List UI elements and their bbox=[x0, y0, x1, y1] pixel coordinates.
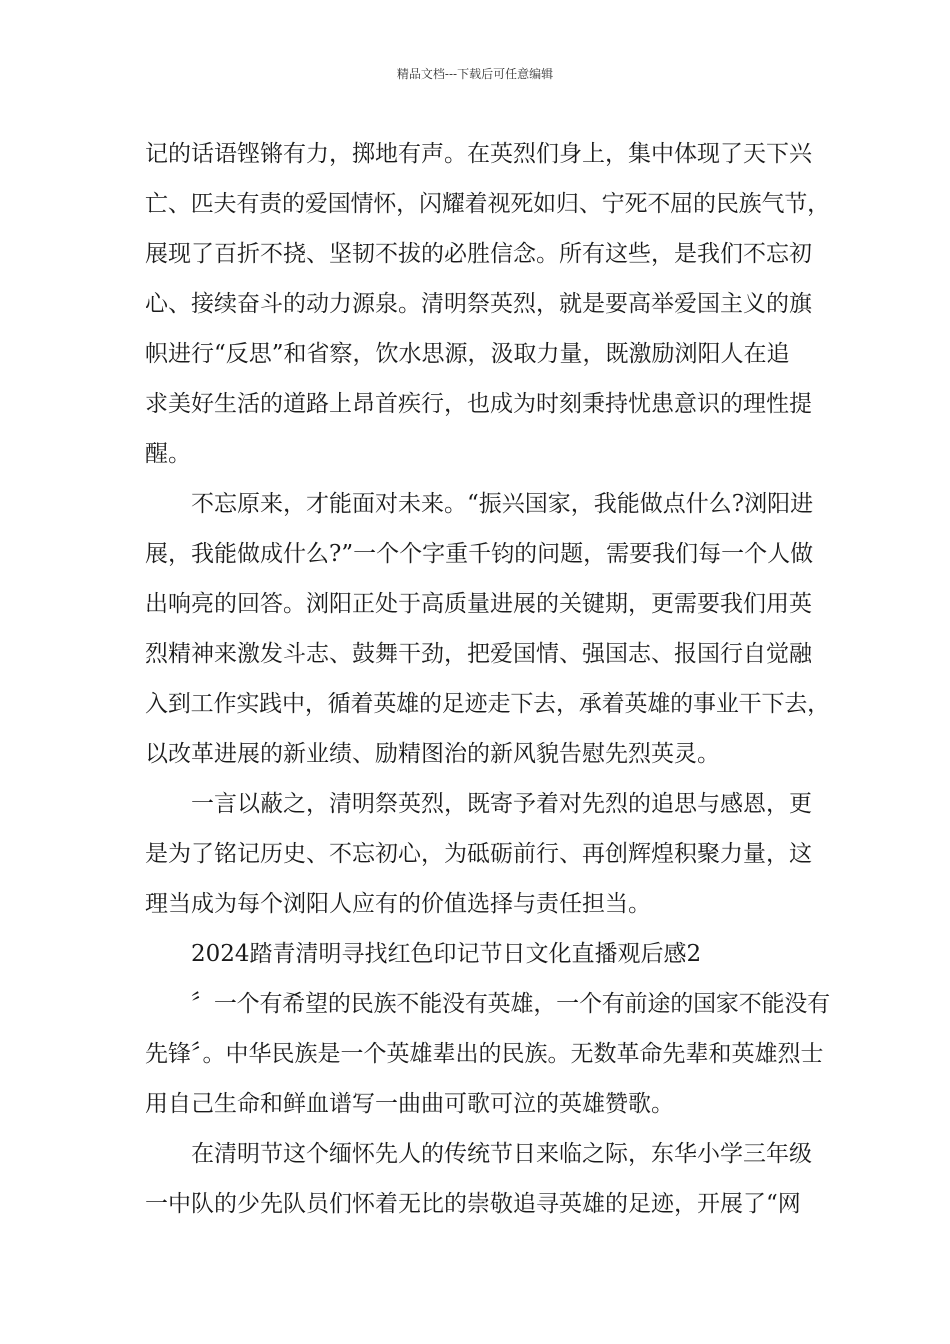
text-line: 一言以蔽之，清明祭英烈，既寄予着对先烈的追思与感恩，更 bbox=[191, 791, 812, 817]
text-line: 是为了铭记历史、不忘初心，为砥砺前行、再创辉煌积聚力量，这 bbox=[145, 841, 812, 867]
text-line: 记的话语铿锵有力，掷地有声。在英烈们身上，集中体现了天下兴 bbox=[145, 141, 812, 167]
paragraph bbox=[145, 479, 830, 779]
text-line: 理当成为每个浏阳人应有的价值选择与责任担当。 bbox=[145, 891, 651, 917]
text-line: 帜进行“反思”和省察，饮水思源，汲取力量，既激励浏阳人在追 bbox=[145, 341, 790, 367]
text-line: 一中队的少先队员们怀着无比的崇敬追寻英雄的足迹，开展了“网 bbox=[145, 1191, 801, 1217]
text-line: 先锋〞。中华民族是一个英雄辈出的民族。无数革命先辈和英雄烈士 bbox=[145, 1041, 824, 1067]
text-line: 2024踏青清明寻找红色印记节日文化直播观后感2 bbox=[191, 941, 702, 967]
text-line: 出响亮的回答。浏阳正处于高质量进展的关键期，更需要我们用英 bbox=[145, 591, 812, 617]
paragraph bbox=[145, 129, 830, 479]
paragraph bbox=[145, 929, 830, 979]
text-line: 在清明节这个缅怀先人的传统节日来临之际，东华小学三年级 bbox=[191, 1141, 812, 1167]
text-line: 展，我能做成什么?”一个个字重千钧的问题，需要我们每一个人做 bbox=[145, 541, 814, 567]
document-body bbox=[145, 129, 830, 1229]
paragraph bbox=[145, 779, 830, 929]
text-line: 〞一个有希望的民族不能没有英雄，一个有前途的国家不能没有 bbox=[191, 991, 831, 1017]
paragraph bbox=[145, 979, 830, 1129]
text-line: 心、接续奋斗的动力源泉。清明祭英烈，就是要高举爱国主义的旗 bbox=[145, 291, 812, 317]
text-line: 醒。 bbox=[145, 441, 191, 467]
text-line: 亡、匹夫有责的爱国情怀，闪耀着视死如归、宁死不屈的民族气节， bbox=[145, 191, 831, 217]
text-line: 烈精神来激发斗志、鼓舞干劲，把爱国情、强国志、报国行自觉融 bbox=[145, 641, 812, 667]
text-line: 以改革进展的新业绩、励精图治的新风貌告慰先烈英灵。 bbox=[145, 741, 720, 767]
text-line: 入到工作实践中，循着英雄的足迹走下去，承着英雄的事业干下去， bbox=[145, 691, 831, 717]
text-line: 展现了百折不挠、坚韧不拔的必胜信念。所有这些，是我们不忘初 bbox=[145, 241, 812, 267]
text-line: 不忘原来，才能面对未来。“振兴国家，我能做点什么?浏阳进 bbox=[191, 491, 814, 517]
text-line: 求美好生活的道路上昂首疾行，也成为时刻秉持忧患意识的理性提 bbox=[145, 391, 812, 417]
text-line: 用自己生命和鲜血谱写一曲曲可歌可泣的英雄赞歌。 bbox=[145, 1091, 674, 1117]
paragraph bbox=[145, 1129, 830, 1229]
page-header: 精品文档---下载后可任意编辑 bbox=[396, 67, 554, 81]
